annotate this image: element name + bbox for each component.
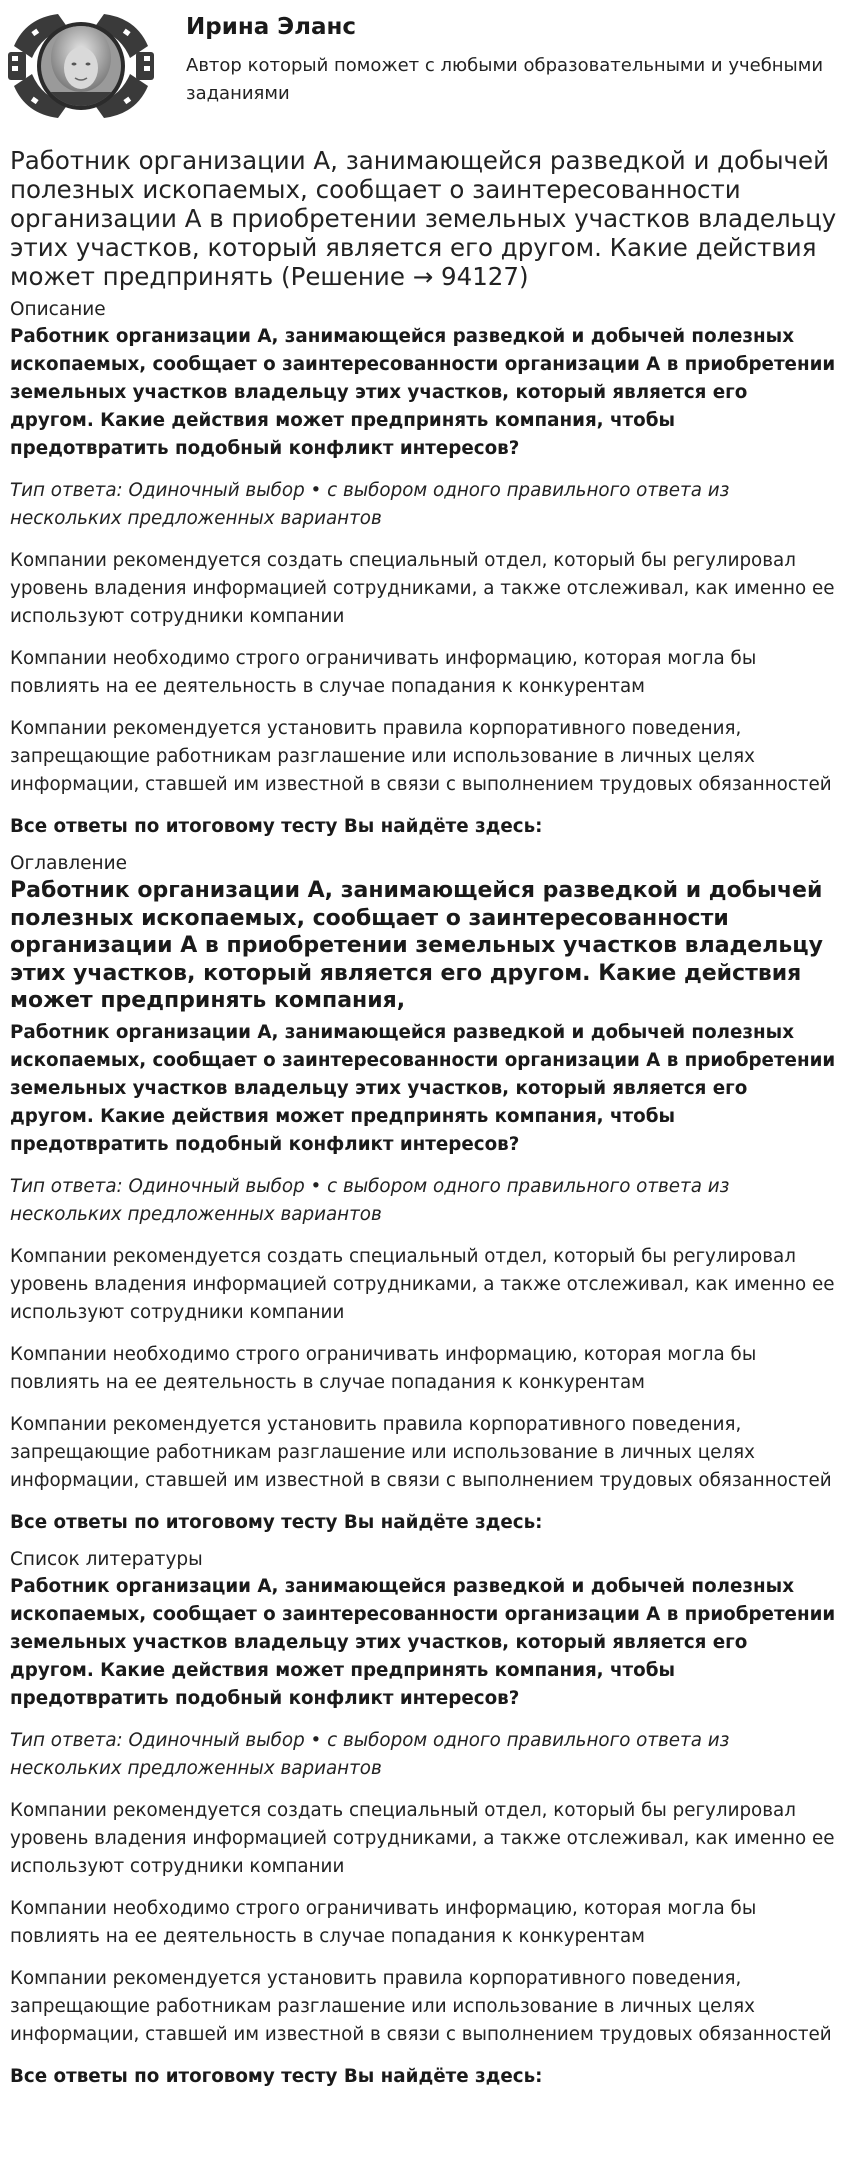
author-card [10,0,837,130]
answer-option-1[interactable]: Компании рекомендуется создать специальный отдел, который бы регулировал уровень владения информацией сотрудниками, а также отслеживал, как именно ее используют сотрудники компании [10,1245,835,1323]
all-answers-link[interactable]: Все ответы по итоговому тесту Вы найдёте здесь: [10,2065,543,2087]
all-answers-link[interactable]: Все ответы по итоговому тесту Вы найдёте здесь: [10,1511,543,1533]
section-label-description: Описание [10,299,106,320]
answer-option-2[interactable]: Компании необходимо строго ограничивать информацию, которая могла бы повлиять на ее деятельность в случае попадания к конкурентам [10,1343,757,1393]
references-section [10,1547,837,2091]
all-answers-link[interactable]: Все ответы по итоговому тесту Вы найдёте здесь: [10,816,543,837]
page-title: Работник организации А, занимающейся разведкой и добычей полезных ископаемых, сообщает о заинтересованности организации А в приобретении земельных участков владельцу этих участков, который является его другом. Какие действия может предпринять (Решение → 94127) [10,146,837,291]
answer-type: Тип ответа: Одиночный выбор • с выбором одного правильного ответа из нескольких предложенных вариантов [10,1175,730,1225]
answer-type: Тип ответа: Одиночный выбор • с выбором одного правильного ответа из нескольких предложенных вариантов [10,480,730,529]
author-description: Автор который поможет с любыми образовательными и учебными заданиями [186,55,824,104]
answer-option-1[interactable]: Компании рекомендуется создать специальный отдел, который бы регулировал уровень владения информацией сотрудниками, а также отслеживал, как именно ее используют сотрудники компании [10,550,835,627]
author-avatar[interactable] [6,6,156,124]
question-text: Работник организации А, занимающейся разведкой и добычей полезных ископаемых, сообщает о заинтересованности организации А в приобретении земельных участков владельцу этих участков, который является его другом. Какие действия может предпринять компания, чтобы предотвратить подобный конфликт интересов? [10,326,836,459]
answer-option-2[interactable]: Компании необходимо строго ограничивать информацию, которая могла бы повлиять на ее деятельность в случае попадания к конкурентам [10,1897,757,1947]
question-text: Работник организации А, занимающейся разведкой и добычей полезных ископаемых, сообщает о заинтересованности организации А в приобретении земельных участков владельцу этих участков, который является его другом. Какие действия может предпринять компания, чтобы предотвратить подобный конфликт интересов? [10,1575,836,1709]
toc-section [10,851,837,1537]
toc-heading[interactable]: Работник организации А, занимающейся разведкой и добычей полезных ископаемых, сообщает о заинтересованности организации А в приобретении земельных участков владельцу этих участков, который является его другом. Какие действия может предпринять компания, [10,878,823,1013]
description-section [10,297,837,841]
answer-option-1[interactable]: Компании рекомендуется создать специальный отдел, который бы регулировал уровень владения информацией сотрудниками, а также отслеживал, как именно ее используют сотрудники компании [10,1799,835,1877]
author-info [186,6,837,108]
answer-option-2[interactable]: Компании необходимо строго ограничивать информацию, которая могла бы повлиять на ее деятельность в случае попадания к конкурентам [10,648,757,697]
section-label-references: Список литературы [10,1548,203,1570]
question-text: Работник организации А, занимающейся разведкой и добычей полезных ископаемых, сообщает о заинтересованности организации А в приобретении земельных участков владельцу этих участков, который является его другом. Какие действия может предпринять компания, чтобы предотвратить подобный конфликт интересов? [10,1021,836,1155]
author-name[interactable]: Ирина Эланс [186,14,357,40]
answer-option-3[interactable]: Компании рекомендуется установить правила корпоративного поведения, запрещающие работникам разглашение или использование в личных целях информации, ставшей им известной в связи с выполнением трудовых обязанностей [10,1967,832,2045]
section-label-toc: Оглавление [10,853,128,874]
answer-type: Тип ответа: Одиночный выбор • с выбором одного правильного ответа из нескольких предложенных вариантов [10,1729,730,1779]
answer-option-3[interactable]: Компании рекомендуется установить правила корпоративного поведения, запрещающие работникам разглашение или использование в личных целях информации, ставшей им известной в связи с выполнением трудовых обязанностей [10,718,832,795]
answer-option-3[interactable]: Компании рекомендуется установить правила корпоративного поведения, запрещающие работникам разглашение или использование в личных целях информации, ставшей им известной в связи с выполнением трудовых обязанностей [10,1413,832,1491]
